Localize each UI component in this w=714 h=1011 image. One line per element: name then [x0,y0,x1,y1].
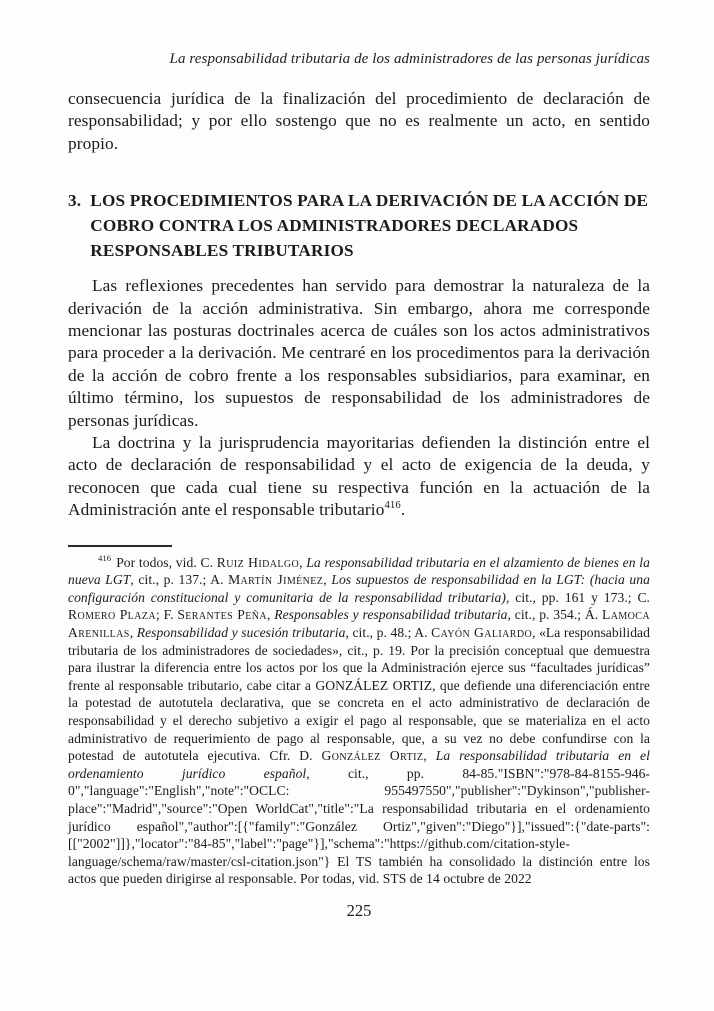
body-text-block [68,88,650,522]
paragraph-continuation: consecuencia jurídica de la finalización del procedimiento de declaración de responsabilidad; y por ello sostengo que no es realmente un acto, en sentido propio. [68,89,650,153]
paragraph-text-after-ref: . [400,500,406,520]
footnote [68,554,650,888]
section-heading-number: 3. [68,191,82,211]
footnote-marker: 416 [98,553,112,564]
running-header: La responsabilidad tributaria de los administradores de las personas jurídicas [169,51,650,67]
footnote-reference: 416 [384,499,401,512]
footnote-body: Por todos, vid. C. Ruiz Hidalgo, La responsabilidad tributaria en el alzamiento de bienes en la nueva LGT, cit., p. 137.; A. Martín Jiménez, Los supuestos de responsabilidad en la LGT: (hacia una configuración constitucional y comunitaria de la responsabilidad tributaria), cit., pp. 161 y 173.; C. Romero Plaza; F. Serantes Peña, Responsables y responsabilidad tributaria, cit., p. 354.; Á. Lamoca Arenillas, Responsabilidad y sucesión tributaria, cit., p. 48.; A. Cayón Galiardo, «La responsabilidad tributaria de los administradores de sociedades», cit., p. 19. Por la precisión conceptual que demuestra para ilustrar la diferencia entre los actos por los que la Administración ejerce sus “facultades jurídicas” frente al responsable tributario, cabe citar a GONZÁLEZ ORTIZ, que defiende una diferenciación entre la potestad de autotutela declarativa, que se concreta en el acto administrativo de declaración de responsabilidad y el derecho subjetivo a exigir el pago al responsable, que se materializa en el acto administrativo de requerimiento de pago al responsable, que, a su vez no debe confundirse con la potestad de autotutela ejecutiva. Cfr. D. González Ortiz, La responsabilidad tributaria en el ordenamiento jurídico español, cit., pp. 84-85."ISBN":"978-84-8155-946-0","language":"English","note":"OCLC: 955497550","publisher":"Dykinson","publisher-place":"Madrid","source":"Open WorldCat","title":"La responsabilidad tributaria en el ordenamiento jurídico español","author":[{"family":"González Ortiz","given":"Diego"}],"issued":{"date-parts":[["2002"]]},"locator":"84-85","label":"page"}],"schema":"https://github.com/citation-style-language/schema/raw/master/csl-citation.json"} El TS también ha consolidado la distinción entre los actos que pueden dirigirse al responsable. Por todas, vid. STS de 14 octubre de 2022 [68,554,651,887]
footnote-separator-rule [68,545,172,547]
section-heading-text: LOS PROCEDIMIENTOS PARA LA DERIVACIÓN DE LA ACCIÓN DE COBRO CONTRA LOS ADMINISTRADORES DECLARADOS RESPONSABLES TRIBUTARIOS [90,191,649,261]
paragraph-with-footnote-ref [68,432,650,522]
paragraph-text: La doctrina y la jurisprudencia mayoritarias defienden la distinción entre el acto de declaración de responsabilidad y el acto de exigencia de la deuda, y reconocen que cada cual tiene su respectiva función en la actuación de la Administración ante el responsable tributario [68,433,650,520]
section-heading [68,188,650,263]
paragraph: Las reflexiones precedentes han servido para demostrar la naturaleza de la derivación de la acción administrativa. Sin embargo, ahora me corresponde mencionar las posturas doctrinales acerca de cuáles son los actos administrativos para proceder a la derivación. Me centraré en los procedimentos para la derivación de la acción de cobro frente a los responsables subsidiarios, para examinar, en último término, los supuestos de responsabilidad de los administradores de personas jurídicas. [68,276,650,430]
page-number: 225 [346,900,372,920]
